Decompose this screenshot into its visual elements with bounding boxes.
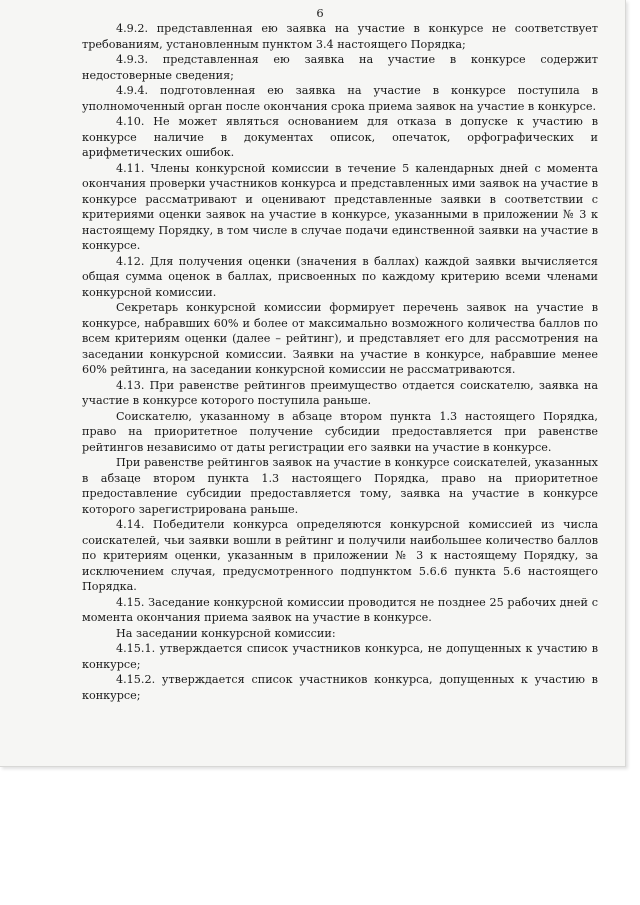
paragraph-equal-ratings: При равенстве рейтингов заявок на участие в конкурсе соискателей, указанных в абзаце втором пункта 1.3 настоящего Порядка, право на приоритетное предоставление субсидии предоставляется тому, заявка на участие в конкурсе которого зарегистрирована раньше. xyxy=(82,456,598,516)
document-body xyxy=(82,21,598,703)
paragraph-meeting: На заседании конкурсной комиссии: xyxy=(116,626,336,640)
page-number: 6 xyxy=(316,6,324,20)
paragraph-4-14: 4.14. Победители конкурса определяются конкурсной комиссией из числа соискателей, чьи заявки вошли в рейтинг и получили наибольшее количество баллов по критериям оценки, указанным в приложении № 3 к настоящему Порядку, за исключением случая, предусмотренного подпунктом 5.6.6 пункта 5.6 настоящего Порядка. xyxy=(82,518,598,593)
paragraph-4-15-1: 4.15.1. утверждается список участников конкурса, не допущенных к участию в конкурсе; xyxy=(82,642,598,671)
paragraph-4-9-4: 4.9.4. подготовленная ею заявка на участие в конкурсе поступила в уполномоченный орган после окончания срока приема заявок на участие в конкурсе. xyxy=(82,84,598,113)
paragraph-4-10: 4.10. Не может являться основанием для отказа в допуске к участию в конкурсе наличие в документах описок, опечаток, орфографических и арифметических ошибок. xyxy=(82,115,598,159)
paragraph-4-9-2: 4.9.2. представленная ею заявка на участие в конкурсе не соответствует требованиям, установленным пунктом 3.4 настоящего Порядка; xyxy=(82,22,598,51)
paragraph-4-12: 4.12. Для получения оценки (значения в баллах) каждой заявки вычисляется общая сумма оценок в баллах, присвоенных по каждому критерию всеми членами конкурсной комиссии. xyxy=(82,254,598,299)
paragraph-4-15-2: 4.15.2. утверждается список участников конкурса, допущенных к участию в конкурсе; xyxy=(82,673,598,702)
paragraph-applicant-priority: Соискателю, указанному в абзаце втором пункта 1.3 настоящего Порядка, право на приоритетное получение субсидии предоставляется при равенстве рейтингов независимо от даты регистрации его заявки на участие в конкурсе. xyxy=(82,409,598,454)
paragraph-4-15: 4.15. Заседание конкурсной комиссии проводится не позднее 25 рабочих дней с момента окончания приема заявок на участие в конкурсе. xyxy=(82,595,598,624)
paragraph-4-13: 4.13. При равенстве рейтингов преимущество отдается соискателю, заявка на участие в конкурсе которого поступила раньше. xyxy=(82,378,598,407)
paragraph-4-11: 4.11. Члены конкурсной комиссии в течение 5 календарных дней с момента окончания проверки участников конкурса и представленных ими заявок на участие в конкурсе рассматривают и оценивают представленные заявки в соответствии с критериями оценки заявок на участие в конкурсе, указанными в приложении № 3 к настоящему Порядку, в том числе в случае подачи единственной заявки на участие в конкурсе. xyxy=(82,161,598,252)
paragraph-secretary: Секретарь конкурсной комиссии формирует перечень заявок на участие в конкурсе, набравших 60% и более от максимально возможного количества баллов по всем критериям оценки (далее – рейтинг), и представляет его для рассмотрения на заседании конкурсной комиссии. Заявки на участие в конкурсе, набравшие менее 60% рейтинга, на заседании конкурсной комиссии не рассматриваются. xyxy=(82,301,598,376)
paragraph-4-9-3: 4.9.3. представленная ею заявка на участие в конкурсе содержит недостоверные сведения; xyxy=(82,53,598,82)
